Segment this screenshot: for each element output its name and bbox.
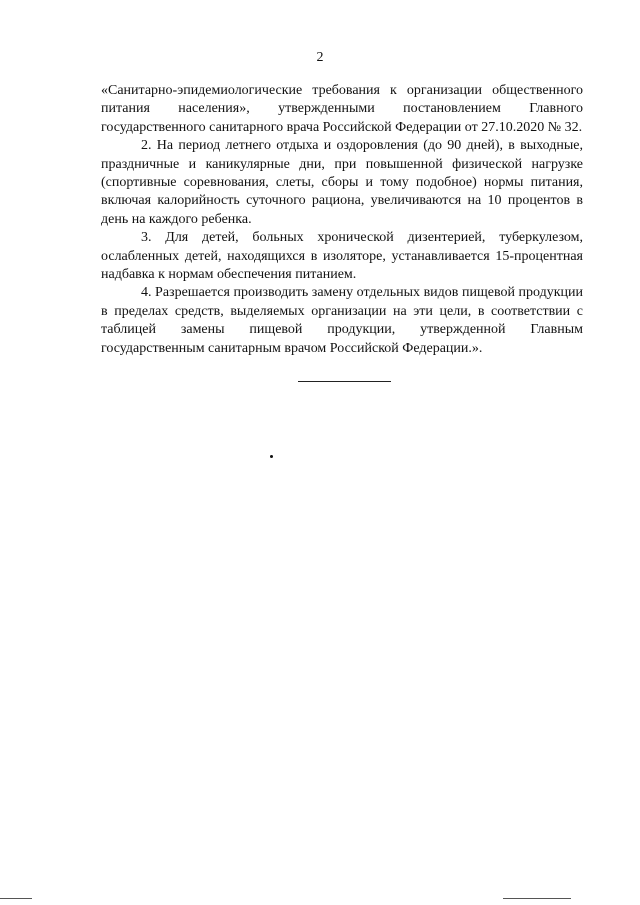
stray-dot-mark <box>270 455 273 458</box>
closing-separator-line <box>298 381 391 382</box>
paragraph-continuation: «Санитарно-эпидемиологические требования к организации общественного питания населения», утвержденными постановлением Главного государственного санитарного врача Российской Федерации от 27.10.2020 № 32. <box>101 83 583 135</box>
paragraph-item-2: 2. На период летнего отдыха и оздоровления (до 90 дней), в выходные, праздничные и каникулярные дни, при повышенной физической нагрузке (спортивные соревнования, слеты, сборы и тому подобное) нормы питания, включая калорийность суточного рациона, увеличиваются на 10 процентов в день на каждого ребенка. <box>101 138 583 227</box>
page-number: 2 <box>316 50 324 65</box>
paragraph-item-4: 4. Разрешается производить замену отдельных видов пищевой продукции в пределах средств, выделяемых организации на эти цели, в соответствии с таблицей замены пищевой продукции, утвержденной Главным государственным санитарным врачом Российской Федерации.». <box>101 285 583 356</box>
scan-edge-mark-left <box>0 898 32 899</box>
document-body <box>101 82 583 358</box>
scan-edge-mark-right <box>503 898 571 899</box>
paragraph-item-3: 3. Для детей, больных хронической дизентерией, туберкулезом, ослабленных детей, находящихся в изоляторе, устанавливается 15-процентная надбавка к нормам обеспечения питанием. <box>101 230 583 283</box>
